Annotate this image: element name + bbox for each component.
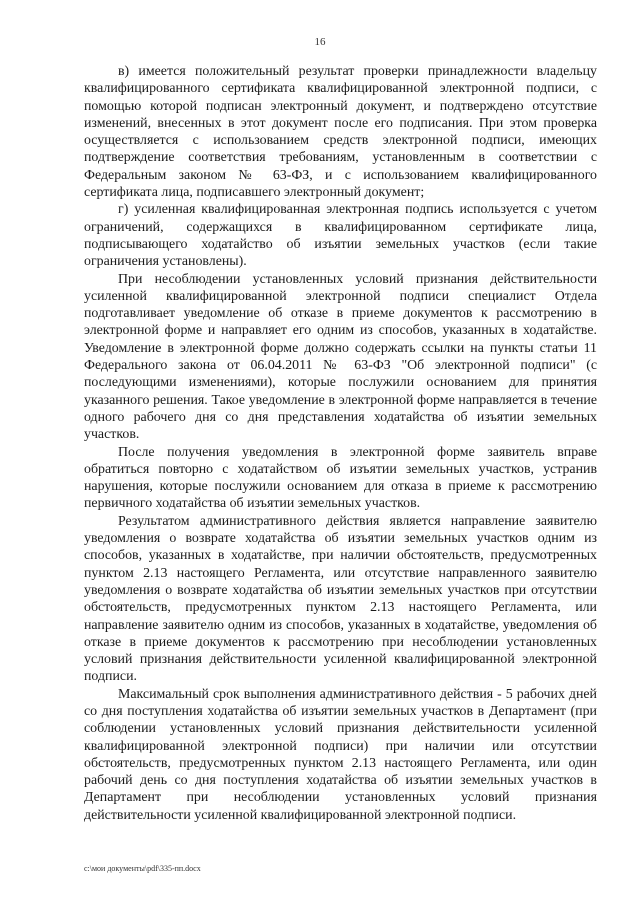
paragraph-after-notice: После получения уведомления в электронной форме заявитель вправе обратиться повторно с ходатайством об изъятии земельных участков, устранив нарушения, которые послужили основанием для отказа в приеме к рассмотрению первичного ходатайства об изъятии земельных участков. xyxy=(84,444,597,512)
document-body xyxy=(84,63,597,824)
paragraph-result: Результатом административного действия является направление заявителю уведомления о возврате ходатайства об изъятии земельных участков одним из способов, указанных в ходатайстве, при наличии обстоятельств, предусмотренных пунктом 2.13 настоящего Регламента, или отсутствие направленного заявителю уведомления о возврате ходатайства об изъятии земельных участков при отсутствии обстоятельств, предусмотренных пунктом 2.13 настоящего Регламента, или направление заявителю одним из способов, указанных в ходатайстве, уведомления об отказе в приеме документов к рассмотрению при несоблюдении установленных условий признания действительности усиленной квалифицированной электронной подписи. xyxy=(84,513,597,685)
page-number: 16 xyxy=(314,36,326,48)
paragraph-max-term: Максимальный срок выполнения административного действия - 5 рабочих дней со дня поступления ходатайства об изъятии земельных участков в Департамент (при соблюдении установленных условий признания действительности усиленной квалифицированной электронной подписи) при наличии или отсутствии обстоятельств, предусмотренных пунктом 2.13 настоящего Регламента, или один рабочий день со дня поступления ходатайства об изъятии земельных участков в Департамент при несоблюдении установленных условий признания действительности усиленной квалифицированной электронной подписи. xyxy=(84,686,597,823)
paragraph-noncompliance: При несоблюдении установленных условий признания действительности усиленной квалифицированной электронной подписи специалист Отдела подготавливает уведомление об отказе в приеме документов к рассмотрению в электронной форме и направляет его одним из способов, указанных в ходатайстве. Уведомление в электронной форме должно содержать ссылки на пункты статьи 11 Федерального закона от 06.04.2011 № 63-ФЗ "Об электронной подписи" (с последующими изменениями), которые послужили основанием для принятия указанного решения. Такое уведомление в электронной форме направляется в течение одного рабочего дня со дня представления ходатайства об изъятии земельных участков. xyxy=(84,271,597,443)
footer-file-path: c:\мои документы\pdf\335-пп.docx xyxy=(84,864,201,873)
paragraph-g: г) усиленная квалифицированная электронная подпись используется с учетом ограничений, содержащихся в квалифицированном сертификате лица, подписывающего ходатайство об изъятии земельных участков (если такие ограничения установлены). xyxy=(84,202,597,270)
paragraph-v: в) имеется положительный результат проверки принадлежности владельцу квалифицированного сертификата квалифицированной электронной подписи, с помощью которой подписан электронный документ, и подтверждено отсутствие изменений, внесенных в этот документ после его подписания. При этом проверка осуществляется с использованием средств электронной подписи, имеющих подтверждение соответствия требованиям, установленным в соответствии с Федеральным законом № 63-ФЗ, и с использованием квалифицированного сертификата лица, подписавшего электронный документ; xyxy=(84,64,597,201)
